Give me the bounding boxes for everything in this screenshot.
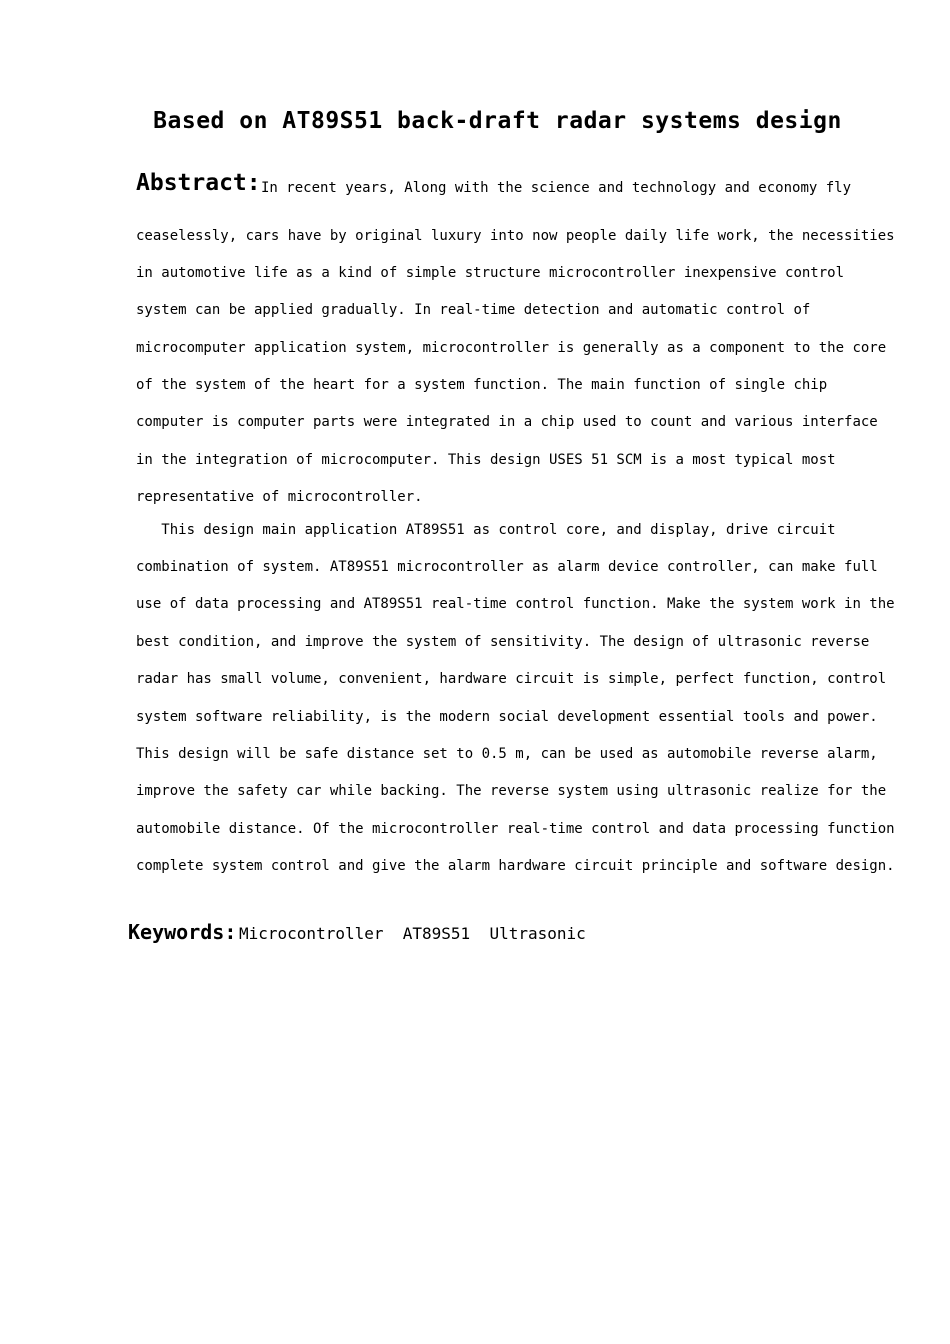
abstract-line: computer is computer parts were integrated in a chip used to count and various interface: [136, 414, 878, 430]
abstract-heading: Abstract:: [136, 170, 261, 196]
abstract-line: in the integration of microcomputer. This design USES 51 SCM is a most typical most: [136, 452, 836, 468]
abstract-line: This design main application AT89S51 as control core, and display, drive circuit: [136, 522, 836, 538]
abstract-line: of the system of the heart for a system function. The main function of single chip: [136, 377, 828, 393]
abstract-line: improve the safety car while backing. The reverse system using ultrasonic realize for the: [136, 783, 887, 799]
document-title: Based on AT89S51 back-draft radar systems design: [153, 108, 842, 134]
abstract-line: In recent years, Along with the science and technology and economy fly: [261, 180, 852, 196]
abstract-line: complete system control and give the alarm hardware circuit principle and software design.: [136, 858, 895, 874]
keywords-text: Microcontroller AT89S51 Ultrasonic: [239, 924, 586, 943]
abstract-line: in automotive life as a kind of simple structure microcontroller inexpensive control: [136, 265, 845, 281]
keywords-heading: Keywords:: [128, 920, 237, 944]
abstract-line: This design will be safe distance set to 0.5 m, can be used as automobile reverse alarm,: [136, 746, 878, 762]
abstract-line: combination of system. AT89S51 microcontroller as alarm device controller, can make full: [136, 559, 878, 575]
abstract-line: representative of microcontroller.: [136, 489, 423, 505]
abstract-line: radar has small volume, convenient, hardware circuit is simple, perfect function, control: [136, 671, 887, 687]
abstract-line: system can be applied gradually. In real-time detection and automatic control of: [136, 302, 811, 318]
abstract-line: ceaselessly, cars have by original luxury into now people daily life work, the necessities: [136, 228, 895, 244]
abstract-line: best condition, and improve the system of sensitivity. The design of ultrasonic reverse: [136, 634, 870, 650]
abstract-line: automobile distance. Of the microcontroller real-time control and data processing function: [136, 821, 895, 837]
abstract-line: system software reliability, is the modern social development essential tools and power.: [136, 709, 878, 725]
abstract-line: use of data processing and AT89S51 real-time control function. Make the system work in the: [136, 596, 895, 612]
abstract-line: microcomputer application system, microcontroller is generally as a component to the core: [136, 340, 887, 356]
